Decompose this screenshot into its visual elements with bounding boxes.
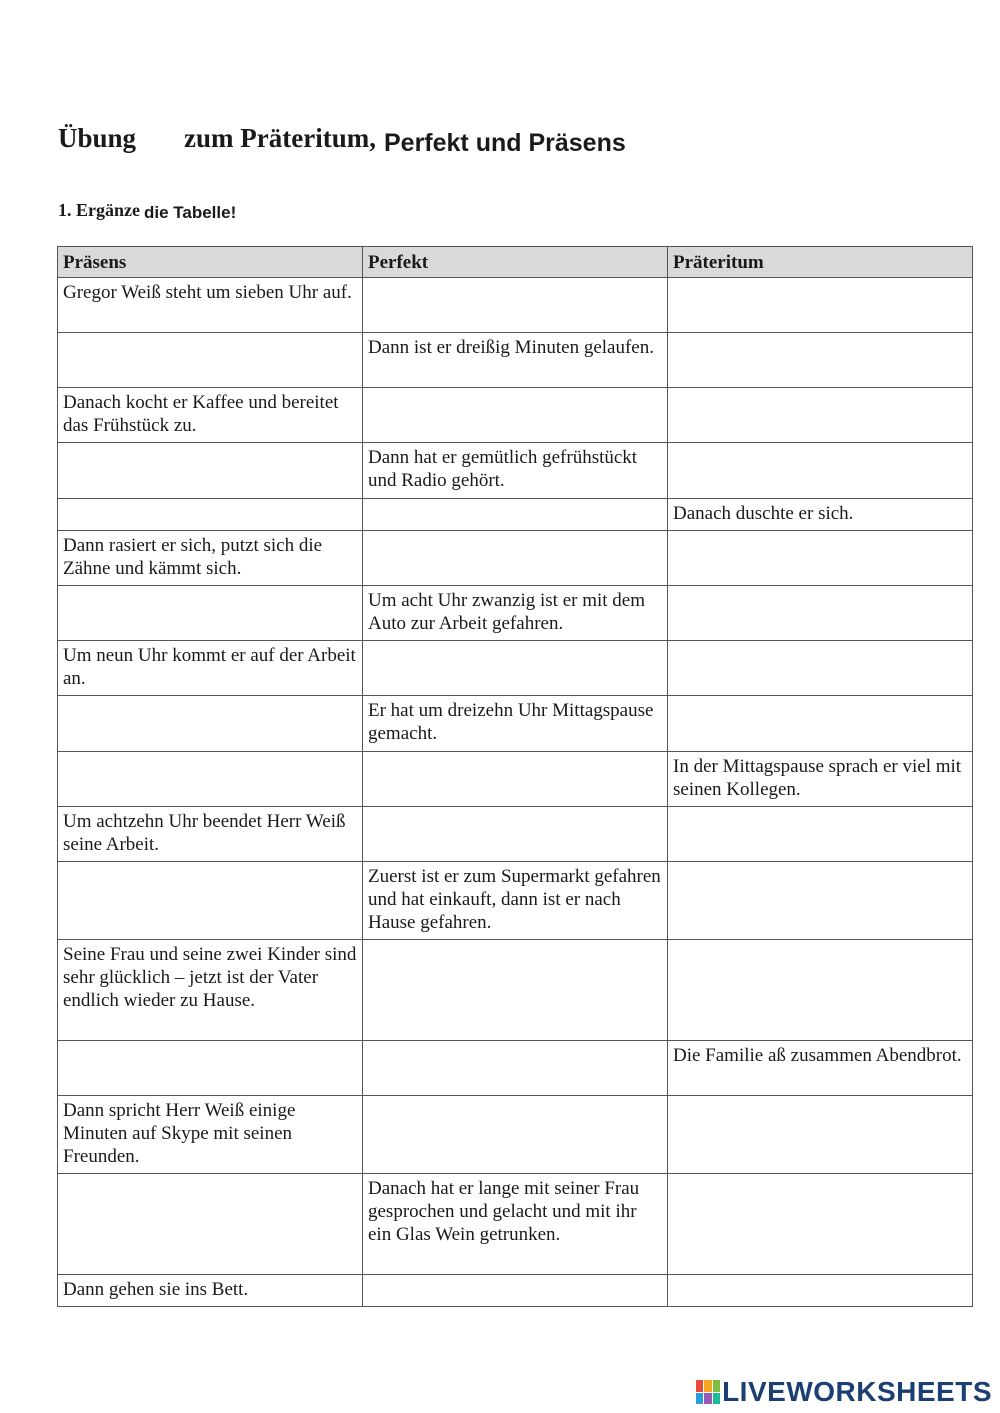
footer-brand (696, 1376, 992, 1407)
answer-field-perfekt[interactable] (363, 641, 668, 696)
answer-field-praeteritum[interactable] (668, 586, 973, 641)
cell-perfekt: Danach hat er lange mit seiner Frau gesprochen und gelacht und mit ihr ein Glas Wein getrunken. (363, 1174, 668, 1275)
brand-name: LIVEWORKSHEETS (722, 1376, 992, 1407)
answer-field-perfekt[interactable] (363, 1096, 668, 1174)
table-row (58, 388, 973, 443)
answer-field-praeteritum[interactable] (668, 333, 973, 388)
answer-field-praeteritum[interactable] (668, 278, 973, 333)
cell-perfekt: Dann ist er dreißig Minuten gelaufen. (363, 333, 668, 388)
table-row (58, 807, 973, 862)
cell-praesens: Dann rasiert er sich, putzt sich die Zähne und kämmt sich. (58, 531, 363, 586)
table-row (58, 940, 973, 1041)
table-row (58, 1096, 973, 1174)
answer-field-praeteritum[interactable] (668, 388, 973, 443)
cell-perfekt: Um acht Uhr zwanzig ist er mit dem Auto zur Arbeit gefahren. (363, 586, 668, 641)
answer-field-perfekt[interactable] (363, 752, 668, 807)
header-praesens: Präsens (58, 247, 363, 278)
answer-field-praesens[interactable] (58, 1041, 363, 1096)
answer-field-perfekt[interactable] (363, 940, 668, 1041)
table-body (58, 278, 973, 1307)
cell-praesens: Seine Frau und seine zwei Kinder sind sehr glücklich – jetzt ist der Vater endlich wieder zu Hause. (58, 940, 363, 1041)
cell-praesens: Dann spricht Herr Weiß einige Minuten auf Skype mit seinen Freunden. (58, 1096, 363, 1174)
answer-field-perfekt[interactable] (363, 1275, 668, 1307)
table-row (58, 641, 973, 696)
answer-field-praeteritum[interactable] (668, 1275, 973, 1307)
cell-praesens: Um neun Uhr kommt er auf der Arbeit an. (58, 641, 363, 696)
answer-field-praeteritum[interactable] (668, 862, 973, 940)
worksheet-title (58, 118, 626, 155)
table-header-row (58, 247, 973, 278)
answer-field-perfekt[interactable] (363, 1041, 668, 1096)
cell-perfekt: Er hat um dreizehn Uhr Mittagspause gemacht. (363, 696, 668, 752)
logo-square (696, 1393, 703, 1405)
instruction-part-2: die Tabelle! (143, 203, 237, 222)
cell-praeteritum: Die Familie aß zusammen Abendbrot. (668, 1041, 973, 1096)
task-instruction (58, 200, 236, 221)
answer-field-praeteritum[interactable] (668, 1174, 973, 1275)
answer-field-praeteritum[interactable] (668, 1096, 973, 1174)
table-row (58, 1174, 973, 1275)
answer-field-praeteritum[interactable] (668, 443, 973, 499)
table-row (58, 862, 973, 940)
table-row (58, 278, 973, 333)
cell-perfekt: Zuerst ist er zum Supermarkt gefahren und hat einkauft, dann ist er nach Hause gefahren. (363, 862, 668, 940)
answer-field-praesens[interactable] (58, 862, 363, 940)
logo-square (713, 1393, 720, 1405)
answer-field-perfekt[interactable] (363, 499, 668, 531)
answer-field-praeteritum[interactable] (668, 940, 973, 1041)
answer-field-praeteritum[interactable] (668, 696, 973, 752)
logo-square (704, 1380, 711, 1392)
answer-field-praesens[interactable] (58, 499, 363, 531)
answer-field-praesens[interactable] (58, 443, 363, 499)
table-row (58, 333, 973, 388)
answer-field-praesens[interactable] (58, 1174, 363, 1275)
answer-field-praesens[interactable] (58, 333, 363, 388)
cell-perfekt: Dann hat er gemütlich gefrühstückt und Radio gehört. (363, 443, 668, 499)
table-row (58, 696, 973, 752)
answer-field-praeteritum[interactable] (668, 531, 973, 586)
answer-field-praesens[interactable] (58, 752, 363, 807)
table-row (58, 1275, 973, 1307)
liveworksheets-logo-icon (696, 1380, 720, 1404)
table-row (58, 443, 973, 499)
logo-square (704, 1393, 711, 1405)
answer-field-praeteritum[interactable] (668, 807, 973, 862)
title-part-3: Perfekt und Präsens (383, 129, 626, 157)
title-part-1: Übung (58, 123, 137, 153)
table-row (58, 1041, 973, 1096)
header-praeteritum: Präteritum (668, 247, 973, 278)
instruction-part-1: 1. Ergänze (58, 200, 140, 220)
table-row (58, 586, 973, 641)
cell-praesens: Dann gehen sie ins Bett. (58, 1275, 363, 1307)
title-part-2: zum Präteritum, (184, 123, 376, 153)
cell-praeteritum: Danach duschte er sich. (668, 499, 973, 531)
answer-field-perfekt[interactable] (363, 388, 668, 443)
cell-praesens: Gregor Weiß steht um sieben Uhr auf. (58, 278, 363, 333)
answer-field-perfekt[interactable] (363, 278, 668, 333)
answer-field-praesens[interactable] (58, 696, 363, 752)
answer-field-praesens[interactable] (58, 586, 363, 641)
tense-table (57, 246, 973, 1307)
table-row (58, 752, 973, 807)
logo-square (713, 1380, 720, 1392)
header-perfekt: Perfekt (363, 247, 668, 278)
answer-field-praeteritum[interactable] (668, 641, 973, 696)
table-row (58, 499, 973, 531)
answer-field-perfekt[interactable] (363, 807, 668, 862)
table-row (58, 531, 973, 586)
answer-field-perfekt[interactable] (363, 531, 668, 586)
cell-praesens: Um achtzehn Uhr beendet Herr Weiß seine Arbeit. (58, 807, 363, 862)
cell-praeteritum: In der Mittagspause sprach er viel mit seinen Kollegen. (668, 752, 973, 807)
logo-square (696, 1380, 703, 1392)
cell-praesens: Danach kocht er Kaffee und bereitet das Frühstück zu. (58, 388, 363, 443)
